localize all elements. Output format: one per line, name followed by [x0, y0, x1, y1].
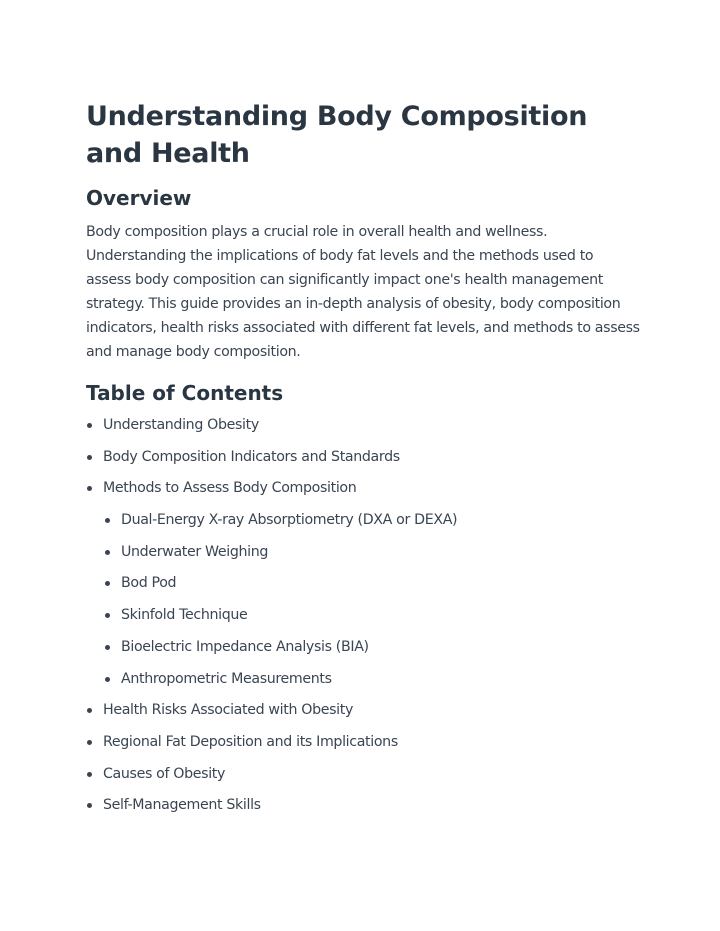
toc-item — [86, 447, 640, 468]
toc-subitem — [104, 510, 640, 531]
document-title: Understanding Body Composition and Health — [86, 101, 588, 169]
bullet-icon — [105, 581, 110, 586]
toc-subitem-label: Skinfold Technique — [121, 607, 248, 624]
toc-list — [86, 415, 640, 816]
toc-subitem — [104, 669, 640, 690]
toc-heading: Table of Contents — [86, 381, 284, 405]
toc-item-label: Understanding Obesity — [103, 417, 259, 433]
toc-subitem-label: Underwater Weighing — [121, 543, 269, 560]
bullet-icon — [87, 740, 92, 745]
bullet-icon — [105, 550, 110, 555]
toc-item — [86, 795, 640, 816]
toc-item — [86, 478, 640, 499]
bullet-icon — [105, 518, 110, 523]
toc-subitem — [104, 637, 640, 658]
toc-item-label: Regional Fat Deposition and its Implications — [103, 733, 398, 750]
bullet-icon — [105, 613, 110, 618]
overview-paragraph: Body composition plays a crucial role in overall health and wellness. Understanding the implications of body fat levels and the methods used to assess body composition can significantly impact one's health management strategy. This guide provides an in-depth analysis of obesity, body composition indicators, health risks associated with different fat levels, and methods to assess and manage body composition. — [86, 224, 640, 360]
toc-item — [86, 764, 640, 785]
bullet-icon — [87, 423, 92, 428]
bullet-icon — [105, 677, 110, 682]
toc-subitem — [104, 573, 640, 594]
toc-subitem — [104, 605, 640, 626]
bullet-icon — [105, 645, 110, 650]
toc-subitem-label: Anthropometric Measurements — [121, 670, 332, 687]
bullet-icon — [87, 803, 92, 808]
toc-item-label: Self-Management Skills — [103, 797, 261, 814]
bullet-icon — [87, 708, 92, 713]
toc-subitem — [104, 542, 640, 563]
toc-item — [86, 732, 640, 753]
toc-subitem-label: Bod Pod — [121, 575, 177, 592]
overview-heading: Overview — [86, 186, 192, 210]
toc-subitem-label: Bioelectric Impedance Analysis (BIA) — [121, 638, 369, 655]
toc-item-label: Body Composition Indicators and Standards — [103, 448, 400, 465]
toc-subitem-label: Dual-Energy X-ray Absorptiometry (DXA or DEXA) — [121, 512, 458, 529]
toc-item — [86, 700, 640, 721]
toc-item-label: Causes of Obesity — [103, 765, 226, 782]
toc-item-label: Methods to Assess Body Composition — [103, 480, 357, 497]
bullet-icon — [87, 772, 92, 777]
toc-item-label: Health Risks Associated with Obesity — [103, 702, 354, 719]
bullet-icon — [87, 455, 92, 460]
toc-item — [86, 415, 640, 436]
bullet-icon — [87, 486, 92, 491]
